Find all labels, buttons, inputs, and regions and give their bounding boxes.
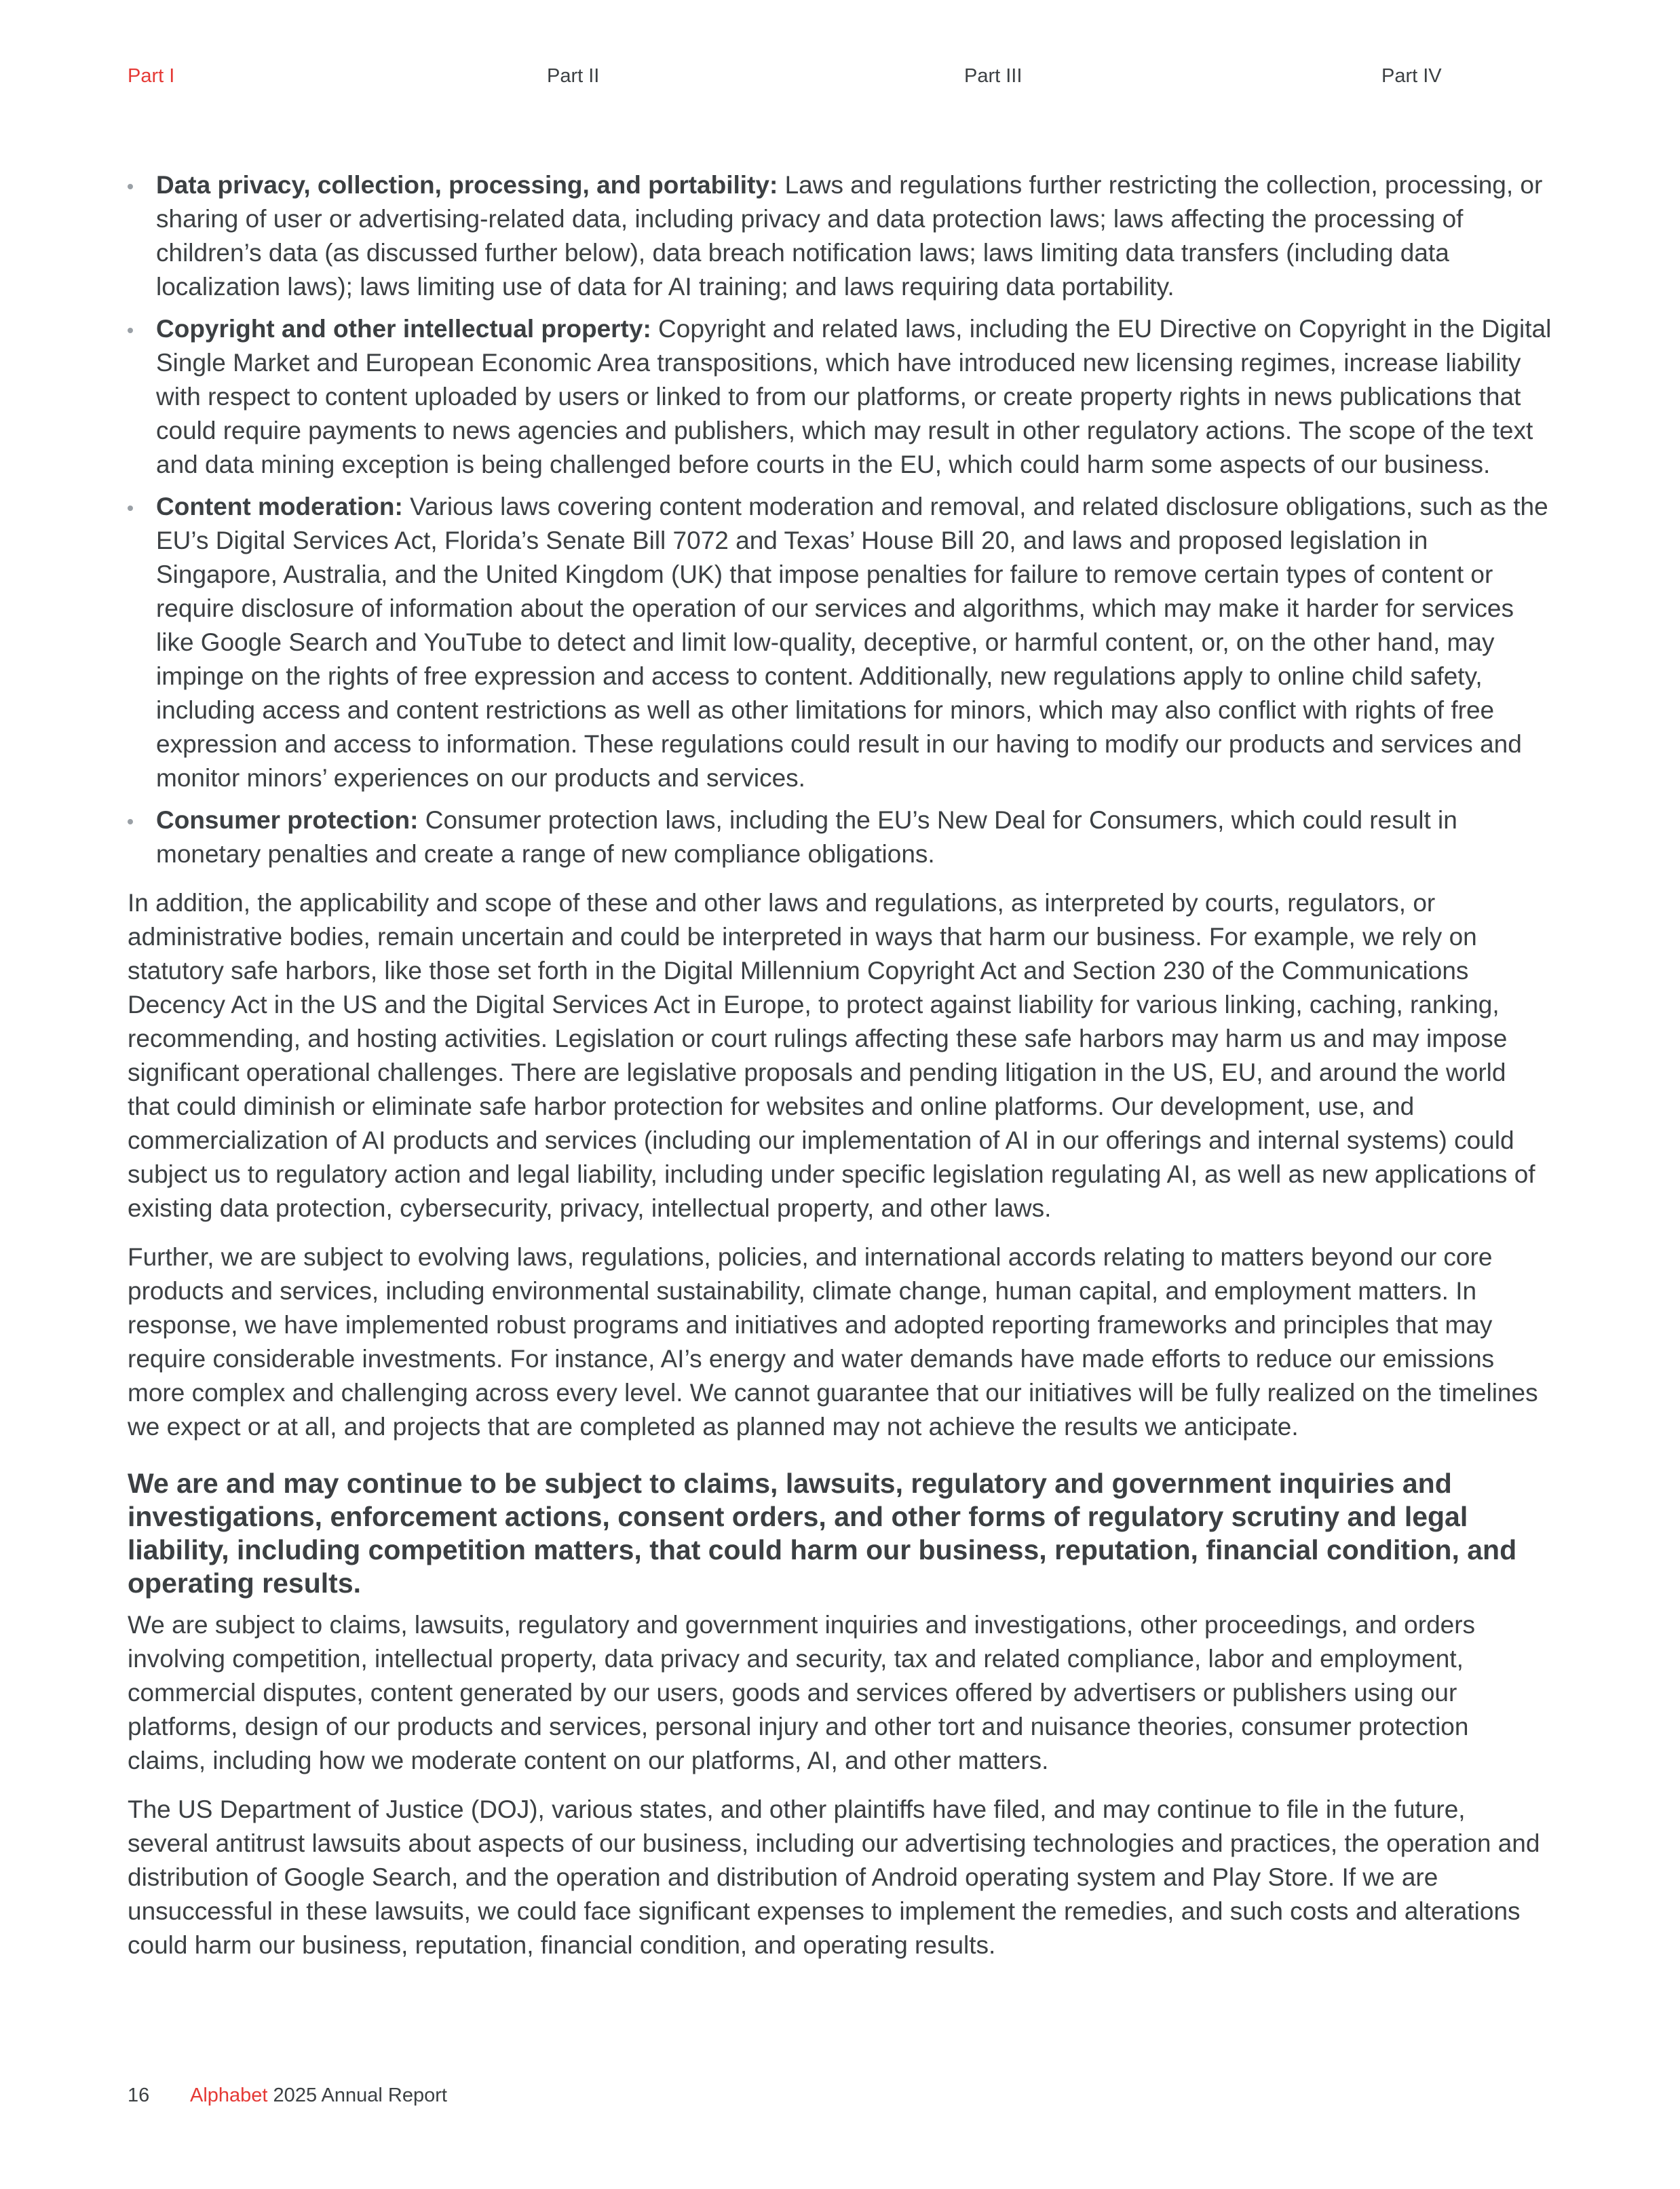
bullet-text: Laws and regulations further restricting the collection, processing, or sharing of user or advertising-related data, including privacy and data protection laws; laws affecting the processing of children’s data (as discussed further below), data breach notification laws; laws limiting data transfers (including data localization laws); laws limiting use of data for AI training; and laws requiring data portability. <box>156 171 1543 301</box>
bullet-text: Various laws covering content moderation and removal, and related disclosure obligations, such as the EU’s Digital Services Act, Florida’s Senate Bill 7072 and Texas’ House Bill 20, and laws and proposed legislation in Singapore, Australia, and the United Kingdom (UK) that impose penalties for failure to remove certain types of content or require disclosure of information about the operation of our services and algorithms, which may make it harder for services like Google Search and YouTube to detect and limit low-quality, deceptive, or harmful content, or, on the other hand, may impinge on the rights of free expression and access to content. Additionally, new regulations apply to online child safety, including access and content restrictions as well as other limitations for minors, which may also conflict with rights of free expression and access to information. These regulations could result in our having to modify our products and services and monitor minors’ experiences on our products and services. <box>156 493 1548 792</box>
regulation-bullet-list <box>128 168 1552 871</box>
bullet-title: Copyright and other intellectual property: <box>156 315 651 343</box>
paragraph-doj-antitrust: The US Department of Justice (DOJ), various states, and other plaintiffs have filed, and may continue to file in the future, several antitrust lawsuits about aspects of our business, including our advertising technologies and practices, the operation and distribution of Google Search, and the operation and distribution of Android operating system and Play Store. If we are unsuccessful in these lawsuits, we could face significant expenses to implement the remedies, and such costs and alterations could harm our business, reputation, financial condition, and operating results. <box>128 1795 1540 1959</box>
page-footer <box>128 2085 447 2107</box>
paragraph-evolving-laws: Further, we are subject to evolving laws, regulations, policies, and international accords relating to matters beyond our core products and services, including environmental sustainability, climate change, human capital, and employment matters. In response, we have implemented robust programs and initiatives and adopted reporting frameworks and principles that may require considerable investments. For instance, AI’s energy and water demands have made efforts to reduce our emissions more complex and challenging across every level. We cannot guarantee that our initiatives will be fully realized on the timelines we expect or at all, and projects that are completed as planned may not achieve the results we anticipate. <box>128 1243 1538 1441</box>
nav-part-i[interactable]: Part I <box>128 65 175 87</box>
bullet-text: Copyright and related laws, including the EU Directive on Copyright in the Digital Single Market and European Economic Area transpositions, which have introduced new licensing regimes, increase liability with respect to content uploaded by users or linked to from our platforms, or create property rights in news publications that could require payments to news agencies and publishers, which may result in other regulatory actions. The scope of the text and data mining exception is being challenged before courts in the EU, which could harm some aspects of our business. <box>156 315 1552 478</box>
bullet-content-moderation <box>128 490 1552 795</box>
paragraph-applicability: In addition, the applicability and scope of these and other laws and regulations, as interpreted by courts, regulators, or administrative bodies, remain uncertain and could be interpreted in ways that harm our business. For example, we rely on statutory safe harbors, like those set forth in the Digital Millennium Copyright Act and Section 230 of the Communications Decency Act in the US and the Digital Services Act in Europe, to protect against liability for various linking, caching, ranking, recommending, and hosting activities. Legislation or court rulings affecting these safe harbors may harm us and may impose significant operational challenges. There are legislative proposals and pending litigation in the US, EU, and around the world that could diminish or eliminate safe harbor protection for websites and online platforms. Our development, use, and commercialization of AI products and services (including our implementation of AI in our offerings and internal systems) could subject us to regulatory action and legal liability, including under specific legislation regulating AI, as well as new applications of existing data protection, cybersecurity, privacy, intellectual property, and other laws. <box>128 889 1535 1222</box>
part-navigation <box>128 65 1552 92</box>
bullet-text: Consumer protection laws, including the EU’s New Deal for Consumers, which could result in monetary penalties and create a range of new compliance obligations. <box>156 806 1457 868</box>
paragraph-claims: We are subject to claims, lawsuits, regulatory and government inquiries and investigations, other proceedings, and orders involving competition, intellectual property, data privacy and security, tax and related compliance, labor and employment, commercial disputes, content generated by our users, goods and services offered by advertisers or publishers using our platforms, design of our products and services, personal injury and other tort and nuisance theories, consumer protection claims, including how we moderate content on our platforms, AI, and other matters. <box>128 1611 1476 1774</box>
report-title: 2025 Annual Report <box>267 2085 447 2106</box>
nav-part-iii[interactable]: Part III <box>964 65 1023 87</box>
page-number: 16 <box>128 2085 150 2106</box>
bullet-title: Content moderation: <box>156 493 403 520</box>
nav-part-ii[interactable]: Part II <box>547 65 600 87</box>
bullet-consumer-protection <box>128 803 1552 871</box>
bullet-title: Data privacy, collection, processing, and portability: <box>156 171 778 199</box>
nav-part-iv[interactable]: Part IV <box>1381 65 1442 87</box>
document-body <box>128 168 1552 1962</box>
bullet-title: Consumer protection: <box>156 806 419 834</box>
risk-factor-heading: We are and may continue to be subject to claims, lawsuits, regulatory and government inquiries and investigations, enforcement actions, consent orders, and other forms of regulatory scrutiny and legal liability, including competition matters, that could harm our business, reputation, financial condition, and operating results. <box>128 1468 1517 1599</box>
bullet-copyright <box>128 312 1552 482</box>
brand-name: Alphabet <box>190 2085 268 2106</box>
bullet-data-privacy <box>128 168 1552 304</box>
